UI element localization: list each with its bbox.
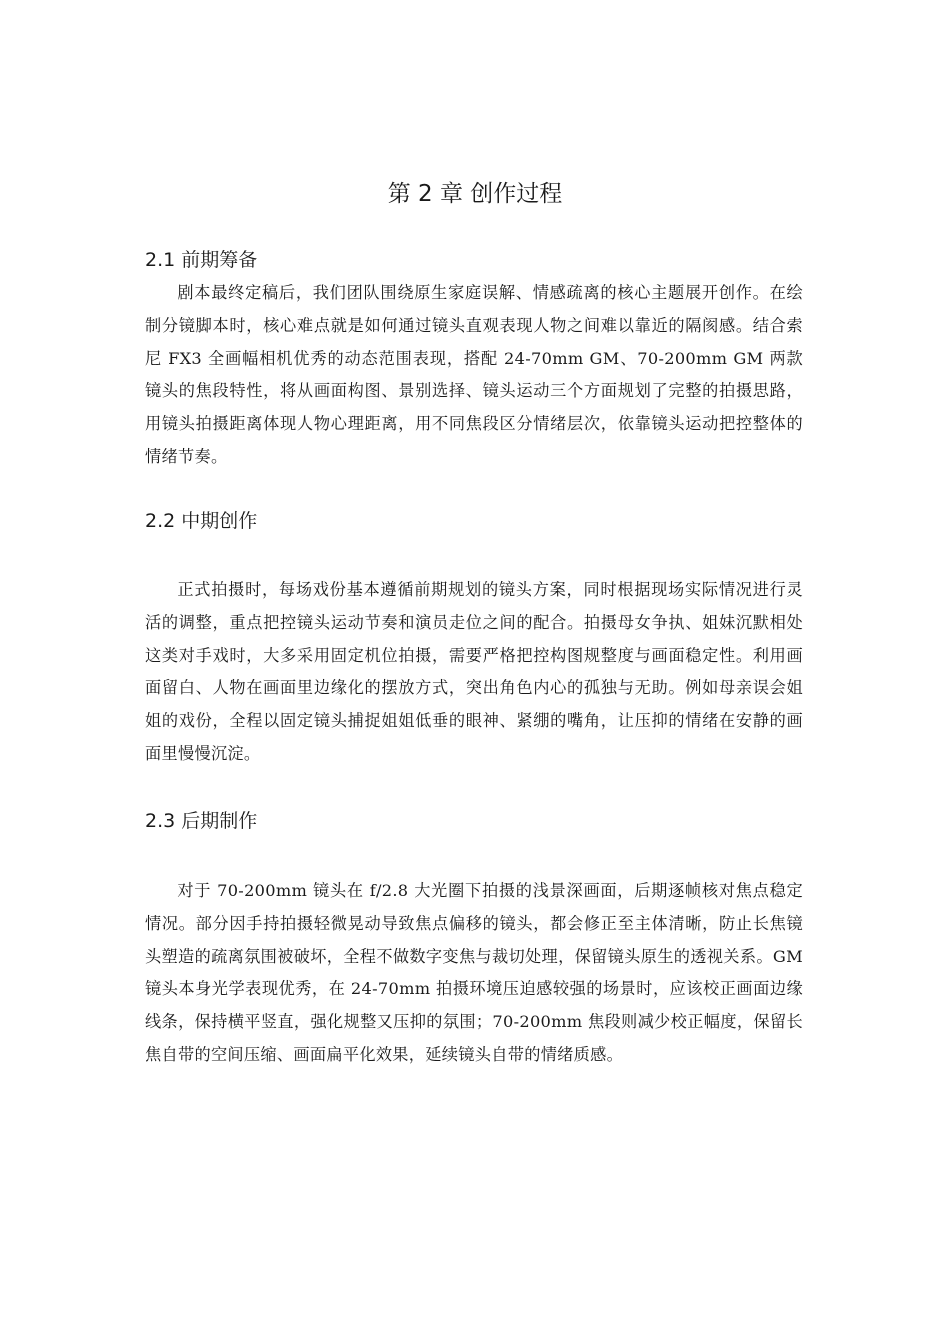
section-paragraph-2-1: 剧本最终定稿后，我们团队围绕原生家庭误解、情感疏离的核心主题展开创作。在绘制分镜脚本时，核心难点就是如何通过镜头直观表现人物之间难以靠近的隔阂感。结合索尼 FX3 全画幅相机优秀的动态范围表现，搭配 24-70mm GM、70-200mm GM 两款镜头的焦段特性，将从画面构图、景别选择、镜头运动三个方面规划了完整的拍摄思路，用镜头拍摄距离体现人物心理距离，用不同焦段区分情绪层次，依靠镜头运动把控整体的情绪节奏。 [145,283,803,466]
section-paragraph-2-3: 对于 70-200mm 镜头在 f/2.8 大光圈下拍摄的浅景深画面，后期逐帧核对焦点稳定情况。部分因手持拍摄轻微晃动导致焦点偏移的镜头，都会修正至主体清晰，防止长焦镜头塑造的疏离氛围被破坏，全程不做数字变焦与裁切处理，保留镜头原生的透视关系。GM 镜头本身光学表现优秀，在 24-70mm 拍摄环境压迫感较强的场景时，应该校正画面边缘线条，保持横平竖直，强化规整又压抑的氛围；70-200mm 焦段则减少校正幅度，保留长焦自带的空间压缩、画面扁平化效果，延续镜头自带的情绪质感。 [145,881,803,1064]
section-heading-2-2: 2.2 中期创作 [145,510,258,532]
section-paragraph-2-2: 正式拍摄时，每场戏份基本遵循前期规划的镜头方案，同时根据现场实际情况进行灵活的调整，重点把控镜头运动节奏和演员走位之间的配合。拍摄母女争执、姐妹沉默相处这类对手戏时，大多采用固定机位拍摄，需要严格把控构图规整度与画面稳定性。利用画面留白、人物在画面里边缘化的摆放方式，突出角色内心的孤独与无助。例如母亲误会姐姐的戏份，全程以固定镜头捕捉姐姐低垂的眼神、紧绷的嘴角，让压抑的情绪在安静的画面里慢慢沉淀。 [145,580,803,763]
section-heading-2-1: 2.1 前期筹备 [145,249,258,271]
chapter-title: 第 2 章 创作过程 [387,181,563,207]
section-heading-2-3: 2.3 后期制作 [145,810,258,832]
